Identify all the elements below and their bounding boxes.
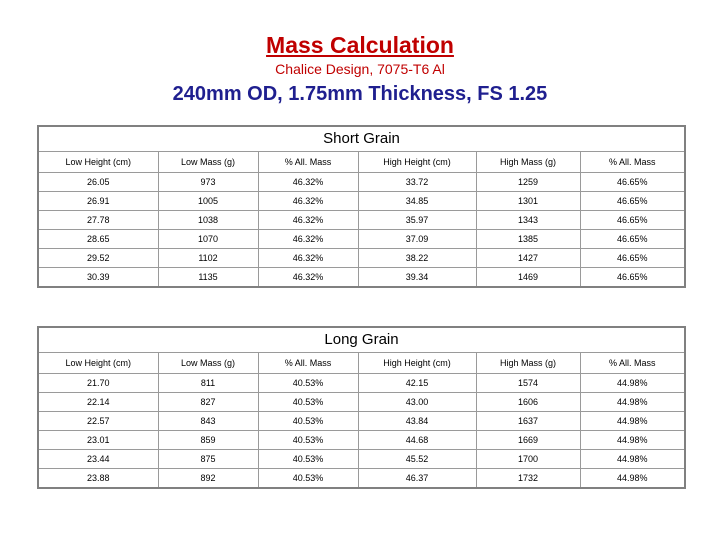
- table-cell: 811: [158, 374, 258, 393]
- table-cell: 35.97: [358, 211, 476, 230]
- table-cell: 30.39: [38, 268, 158, 288]
- page-title: Mass Calculation: [266, 32, 454, 58]
- design-spec: 240mm OD, 1.75mm Thickness, FS 1.25: [172, 83, 548, 105]
- table-cell: 1135: [158, 268, 258, 288]
- table-row: [38, 211, 685, 230]
- table-cell: 973: [158, 173, 258, 192]
- table-cell: 1669: [476, 431, 580, 450]
- table-cell: 43.84: [358, 412, 476, 431]
- column-header: Low Mass (g): [158, 353, 258, 374]
- table-cell: 29.52: [38, 249, 158, 268]
- table-cell: 46.32%: [258, 230, 358, 249]
- table-cell: 40.53%: [258, 431, 358, 450]
- column-header: % All. Mass: [258, 353, 358, 374]
- table-row: [38, 192, 685, 211]
- table-cell: 40.53%: [258, 450, 358, 469]
- table-cell: 46.65%: [580, 173, 685, 192]
- table-cell: 21.70: [38, 374, 158, 393]
- table-cell: 892: [158, 469, 258, 489]
- table-row: [38, 393, 685, 412]
- table-cell: 1637: [476, 412, 580, 431]
- table-cell: 26.91: [38, 192, 158, 211]
- table-cell: 1427: [476, 249, 580, 268]
- table-cell: 39.34: [358, 268, 476, 288]
- column-header: % All. Mass: [258, 152, 358, 173]
- table-cell: 44.98%: [580, 412, 685, 431]
- long-grain-table: [37, 326, 686, 489]
- table-row: [38, 412, 685, 431]
- table-header-row: [38, 152, 685, 173]
- table-header-row: [38, 353, 685, 374]
- column-header: % All. Mass: [580, 353, 685, 374]
- table-cell: 1259: [476, 173, 580, 192]
- table-cell: 46.65%: [580, 211, 685, 230]
- table-cell: 1343: [476, 211, 580, 230]
- table-row: [38, 469, 685, 489]
- column-header: High Height (cm): [358, 152, 476, 173]
- table-cell: 1732: [476, 469, 580, 489]
- table-cell: 46.32%: [258, 211, 358, 230]
- table-cell: 23.44: [38, 450, 158, 469]
- table-cell: 843: [158, 412, 258, 431]
- table-cell: 1700: [476, 450, 580, 469]
- table-row: [38, 431, 685, 450]
- table-cell: 27.78: [38, 211, 158, 230]
- table-cell: 40.53%: [258, 374, 358, 393]
- short-grain-caption: Short Grain: [38, 126, 685, 152]
- table-cell: 22.57: [38, 412, 158, 431]
- table-row: [38, 268, 685, 288]
- table-cell: 44.98%: [580, 431, 685, 450]
- table-cell: 827: [158, 393, 258, 412]
- table-row: [38, 374, 685, 393]
- table-cell: 46.32%: [258, 249, 358, 268]
- table-row: [38, 249, 685, 268]
- table-cell: 38.22: [358, 249, 476, 268]
- column-header: % All. Mass: [580, 152, 685, 173]
- table-cell: 46.32%: [258, 173, 358, 192]
- table-cell: 44.98%: [580, 393, 685, 412]
- table-cell: 40.53%: [258, 412, 358, 431]
- column-header: High Mass (g): [476, 152, 580, 173]
- table-cell: 23.01: [38, 431, 158, 450]
- table-cell: 46.32%: [258, 192, 358, 211]
- table-cell: 1606: [476, 393, 580, 412]
- table-cell: 1102: [158, 249, 258, 268]
- table-cell: 46.65%: [580, 268, 685, 288]
- table-row: [38, 230, 685, 249]
- table-cell: 44.98%: [580, 469, 685, 489]
- table-cell: 40.53%: [258, 393, 358, 412]
- table-cell: 1469: [476, 268, 580, 288]
- table-cell: 43.00: [358, 393, 476, 412]
- table-cell: 1038: [158, 211, 258, 230]
- table-cell: 1070: [158, 230, 258, 249]
- table-cell: 1385: [476, 230, 580, 249]
- column-header: Low Height (cm): [38, 353, 158, 374]
- page-subtitle: Chalice Design, 7075-T6 Al: [275, 61, 445, 77]
- table-cell: 46.65%: [580, 230, 685, 249]
- table-cell: 1005: [158, 192, 258, 211]
- table-cell: 44.98%: [580, 374, 685, 393]
- long-grain-caption: Long Grain: [38, 327, 685, 353]
- table-cell: 33.72: [358, 173, 476, 192]
- column-header: High Mass (g): [476, 353, 580, 374]
- table-cell: 37.09: [358, 230, 476, 249]
- table-cell: 22.14: [38, 393, 158, 412]
- table-row: [38, 173, 685, 192]
- table-cell: 46.65%: [580, 249, 685, 268]
- column-header: High Height (cm): [358, 353, 476, 374]
- table-cell: 46.65%: [580, 192, 685, 211]
- table-cell: 46.32%: [258, 268, 358, 288]
- table-cell: 28.65: [38, 230, 158, 249]
- table-cell: 40.53%: [258, 469, 358, 489]
- column-header: Low Mass (g): [158, 152, 258, 173]
- table-cell: 34.85: [358, 192, 476, 211]
- table-cell: 46.37: [358, 469, 476, 489]
- table-cell: 875: [158, 450, 258, 469]
- table-cell: 23.88: [38, 469, 158, 489]
- table-row: [38, 450, 685, 469]
- short-grain-table: [37, 125, 686, 288]
- table-cell: 42.15: [358, 374, 476, 393]
- table-cell: 44.68: [358, 431, 476, 450]
- table-cell: 44.98%: [580, 450, 685, 469]
- table-cell: 1301: [476, 192, 580, 211]
- table-cell: 1574: [476, 374, 580, 393]
- column-header: Low Height (cm): [38, 152, 158, 173]
- table-cell: 859: [158, 431, 258, 450]
- table-cell: 26.05: [38, 173, 158, 192]
- table-cell: 45.52: [358, 450, 476, 469]
